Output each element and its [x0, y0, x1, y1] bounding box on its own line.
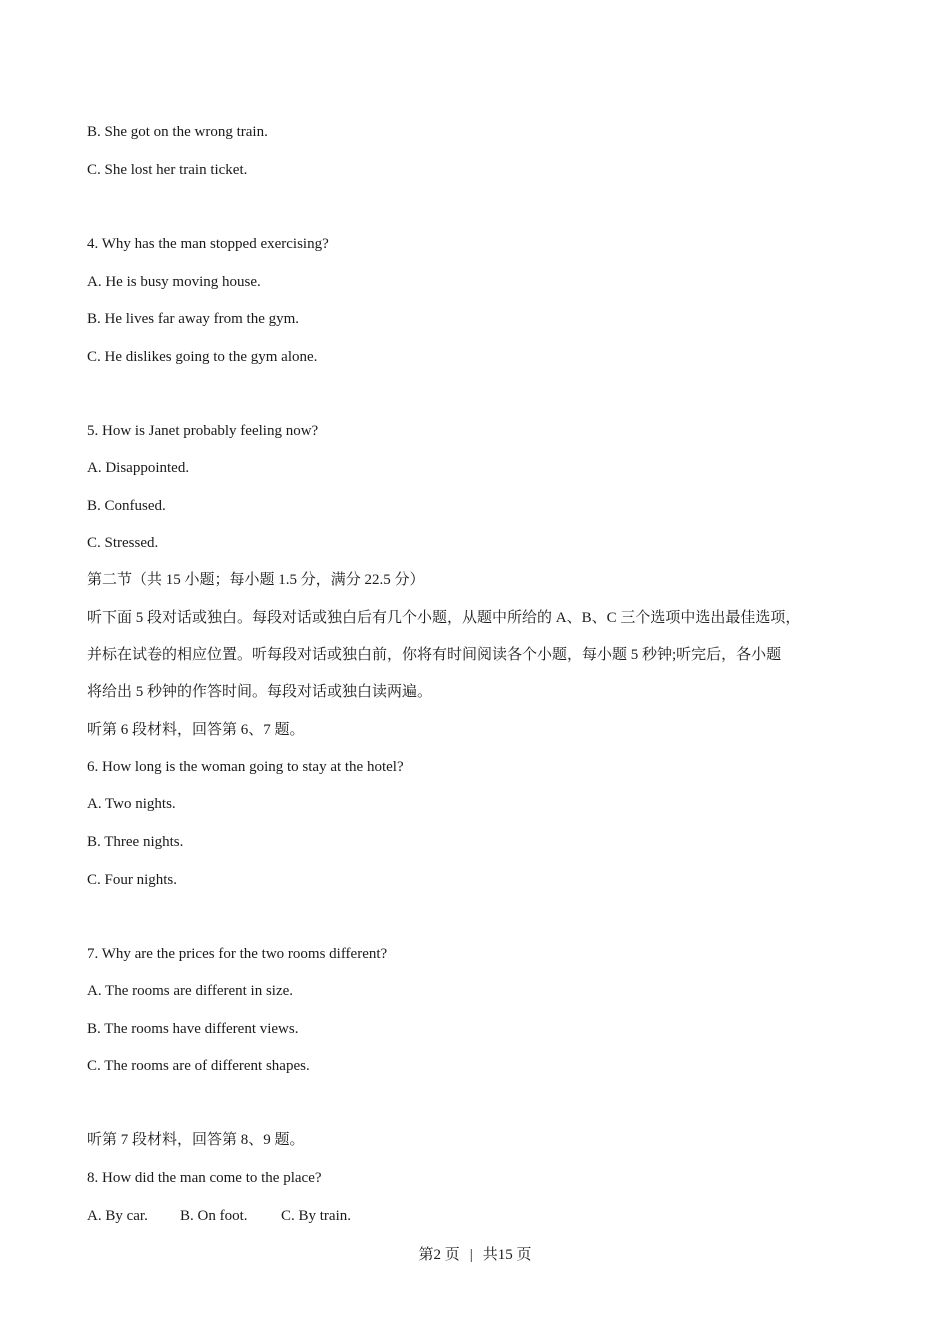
footer-separator: |: [469, 1247, 473, 1263]
material-7-heading: 听第 7 段材料，回答第 8、9 题。: [87, 1132, 305, 1148]
q6-option-c: C. Four nights.: [87, 872, 178, 888]
material-6-heading: 听第 6 段材料，回答第 6、7 题。: [87, 722, 305, 738]
q3-option-c: C. She lost her train ticket.: [87, 162, 248, 178]
q6-option-b: B. Three nights.: [87, 834, 184, 850]
q8-option-a: A. By car.: [87, 1208, 148, 1224]
q6-option-a: A. Two nights.: [87, 796, 176, 812]
q8-option-c: C. By train.: [281, 1208, 351, 1224]
instructions-line-1: 听下面 5 段对话或独白。每段对话或独白后有几个小题，从题中所给的 A、B、C 三个选项中选出最佳选项，: [87, 610, 801, 626]
q7-option-a: A. The rooms are different in size.: [87, 983, 294, 999]
q7-option-b: B. The rooms have different views.: [87, 1021, 299, 1037]
q5-question: 5. How is Janet probably feeling now?: [87, 423, 319, 439]
page-number: 第2 页: [418, 1247, 460, 1263]
q6-question: 6. How long is the woman going to stay at the hotel?: [87, 759, 404, 775]
q7-question: 7. Why are the prices for the two rooms different?: [87, 946, 388, 962]
q7-option-c: C. The rooms are of different shapes.: [87, 1058, 310, 1074]
q5-option-c: C. Stressed.: [87, 535, 159, 551]
q8-option-b: B. On foot.: [180, 1208, 248, 1224]
q8-options: [87, 1206, 351, 1226]
q5-option-b: B. Confused.: [87, 498, 166, 514]
q4-option-a: A. He is busy moving house.: [87, 274, 261, 290]
instructions-line-3: 将给出 5 秒钟的作答时间。每段对话或独白读两遍。: [87, 684, 433, 700]
instructions-line-2: 并标在试卷的相应位置。听每段对话或独白前，你将有时间阅读各个小题，每小题 5 秒钟;听完后，各小题: [87, 647, 782, 663]
q3-option-b: B. She got on the wrong train.: [87, 124, 268, 140]
q4-option-b: B. He lives far away from the gym.: [87, 311, 300, 327]
page-total: 共15 页: [482, 1247, 532, 1263]
q8-question: 8. How did the man come to the place?: [87, 1170, 322, 1186]
q4-option-c: C. He dislikes going to the gym alone.: [87, 349, 318, 365]
section-heading: 第二节（共 15 小题；每小题 1.5 分，满分 22.5 分）: [87, 572, 425, 588]
page-footer: [0, 1245, 950, 1265]
q4-question: 4. Why has the man stopped exercising?: [87, 236, 329, 252]
q5-option-a: A. Disappointed.: [87, 460, 190, 476]
